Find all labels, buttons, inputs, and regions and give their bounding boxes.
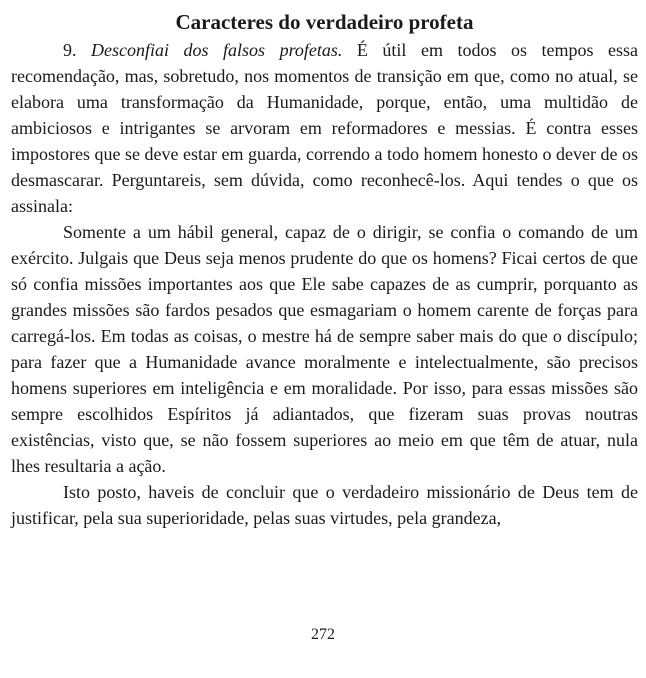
paragraph-3: Isto posto, haveis de concluir que o verdadeiro missionário de Deus tem de justificar, pela sua superioridade, pelas suas virtudes, pela grandeza, xyxy=(11,482,638,528)
italic-lead: Desconfiai dos falsos profetas. xyxy=(91,40,343,60)
section-title: Caracteres do verdadeiro profeta xyxy=(175,10,474,34)
page-number: 272 xyxy=(311,626,335,643)
paragraph-number: 9. xyxy=(63,40,77,60)
paragraph-1 xyxy=(11,37,638,219)
paragraph-1-text: É útil em todos os tempos essa recomendação, mas, sobretudo, nos momentos de transição em que, como no atual, se elabora uma transformação da Humanidade, porque, então, uma multidão de ambiciosos e intrigantes se arvoram em reformadores e messias. É contra esses impostores que se deve estar em guarda, correndo a todo homem honesto o dever de os desmascarar. Perguntareis, sem dúvida, como reconhecê-los. Aqui tendes o que os assinala: xyxy=(11,40,638,216)
paragraph-2: Somente a um hábil general, capaz de o dirigir, se confia o comando de um exército. Julgais que Deus seja menos prudente do que os homens? Ficai certos de que só confia missões importantes aos que Ele sabe capazes de as cumprir, porquanto as grandes missões são fardos pesados que esmagariam o homem carente de forças para carregá-los. Em todas as coisas, o mestre há de sempre saber mais do que o discípulo; para fazer que a Humanidade avance moralmente e intelectualmente, são precisos homens superiores em inteligência e em moralidade. Por isso, para essas missões são sempre escolhidos Espíritos já adiantados, que fizeram suas provas noutras existências, visto que, se não fossem superiores ao meio em que têm de atuar, nula lhes resultaria a ação. xyxy=(11,222,638,476)
document-page xyxy=(11,8,638,531)
